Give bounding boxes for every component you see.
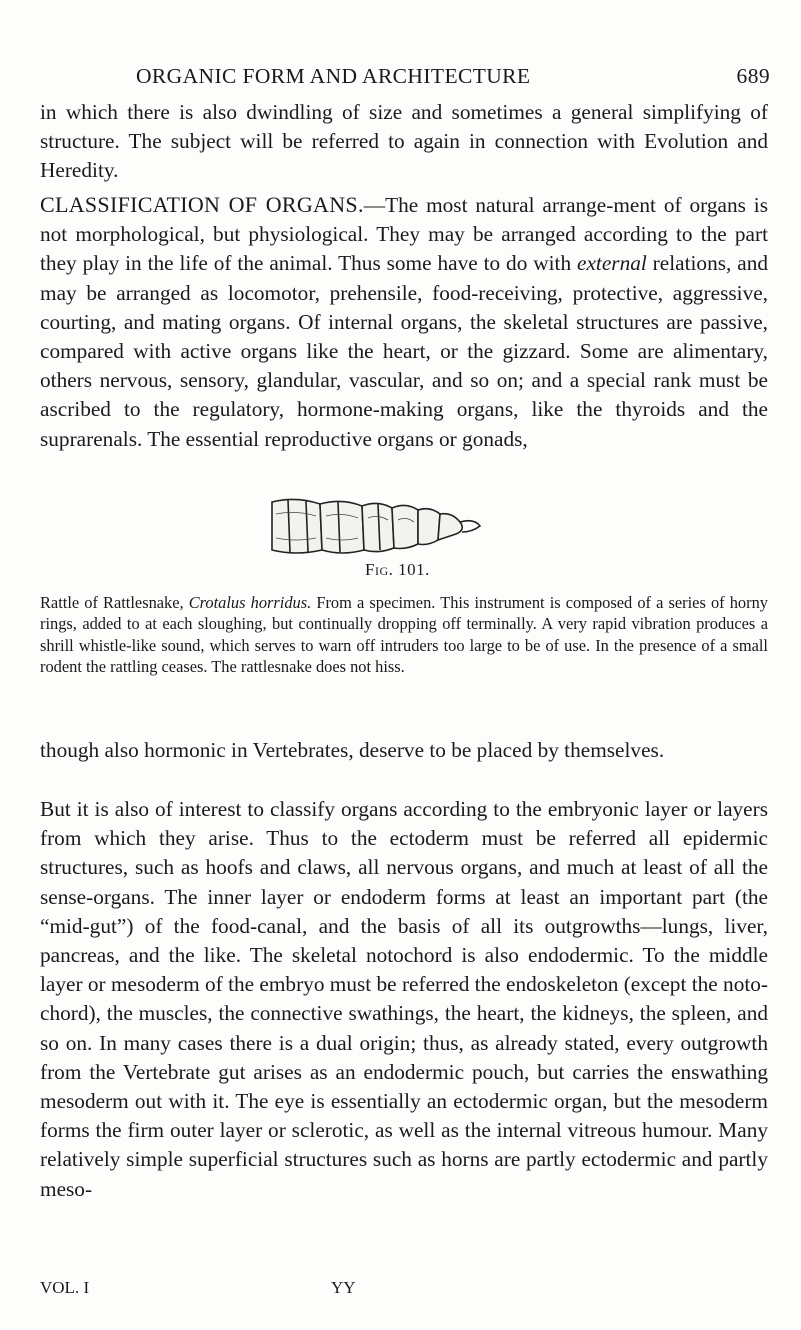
volume-mark: VOL. I	[40, 1278, 90, 1297]
rattle-illustration	[266, 494, 482, 561]
figure-label: Fig. 101.	[365, 560, 430, 579]
page-number: 689	[736, 64, 770, 88]
running-header	[40, 64, 770, 94]
paragraph-gonads: though also hormonic in Vertebrates, deserve to be placed by themselves.	[40, 738, 665, 762]
caption-start: Rattle of Rattlesnake,	[40, 593, 189, 612]
paragraph-text-b: relations, and may be arranged as locomotor, prehensile, food-receiving, protective, aggressive, courting, and mating organs. Of internal organs, the skeletal structures are passive, compared with active organs like the heart, or the gizzard. Some are alimentary, others nervous, sensory, glandular, vascular, and so on; and a special rank must be ascribed to the regulatory, hormone-making organs, like the thyroids and the suprarenals. The essential reproductive organs or gonads,	[40, 251, 768, 451]
running-title: ORGANIC FORM AND ARCHITECTURE	[136, 64, 531, 88]
rattle-drawing	[266, 494, 482, 556]
signature-mark: YY	[331, 1278, 356, 1297]
paragraph-embryonic-layers	[40, 795, 768, 1204]
caption-body: From a specimen. This instrument is composed of a series of horny rings, added to at each sloughing, but continually dropping off terminally. A very rapid vibration produces a shrill whistle-like sound, which serves to warn off intruders too large to be of use. In the presence of a small rodent the rattling ceases. The rattlesnake does not hiss.	[40, 593, 768, 676]
paragraph-intro: in which there is also dwindling of size and sometimes a general simplifying of structure. The subject will be referred to again in connection with Evolution and Heredity.	[40, 100, 768, 183]
paragraph-classification	[40, 190, 768, 454]
paragraph-text-a: —The most natural arrange-ment of organs is not morphological, but physiological. They may be arranged according to the part they play in the life of the animal. Thus some have to do with	[40, 193, 768, 276]
paragraph-embryonic-text: But it is also of interest to classify organs according to the embryonic layer or layers from which they arise. Thus to the ectoderm must be referred all epidermic structures, such as hoofs and claws, all nervous organs, and much at least of all the sense-organs. The inner layer or endoderm forms at least an important part (the “mid-gut”) of the food-canal, and the basis of all its outgrowths—lungs, liver, pancreas, and the like. The skeletal notochord is also endodermic. To the middle layer or mesoderm of the embryo must be referred the endoskeleton (except the noto-chord), the muscles, the connective swathings, the heart, the kidneys, the spleen, and so on. In many cases there is a dual origin; thus, as already stated, every outgrowth from the Vertebrate gut arises as an endodermic pouch, but carries the enswathing mesoderm out with it. The eye is essentially an ectodermic organ, but the mesoderm forms the firm outer layer or sclerotic, as well as the internal vitreous humour. Many relatively simple superficial structures such as horns are partly ectodermic and partly meso-	[40, 797, 768, 1201]
emphasis-external: external	[577, 251, 647, 276]
section-heading: CLASSIFICATION OF ORGANS.	[40, 192, 364, 217]
caption-species: Crotalus horridus.	[188, 593, 312, 612]
figure-caption	[40, 592, 768, 677]
